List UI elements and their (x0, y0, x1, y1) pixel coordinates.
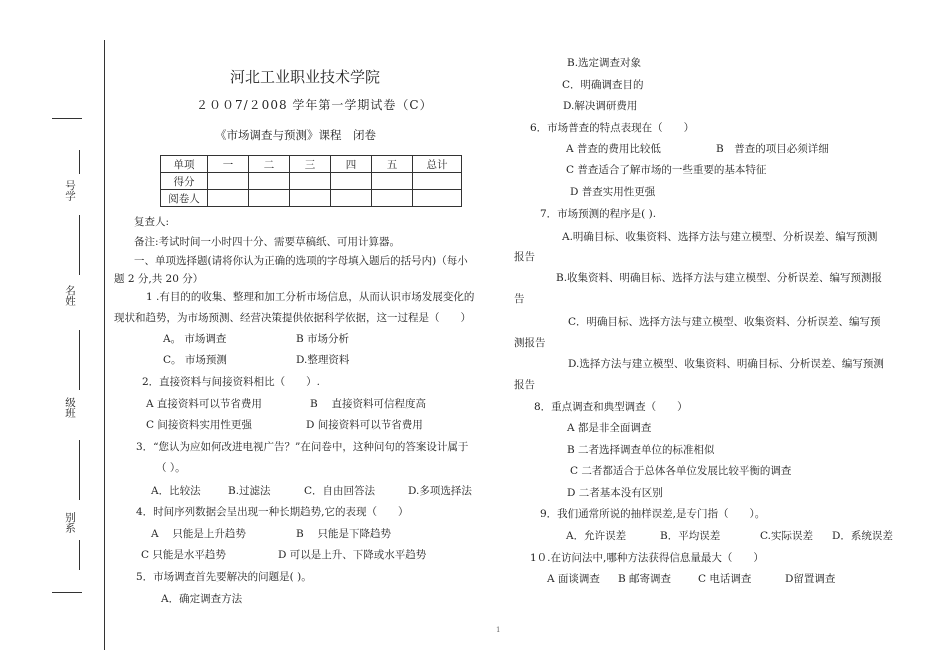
q9-stem: 9．我们通常所说的抽样误差,是专门指（ ）。 (540, 508, 766, 520)
q6-option-b: B 普查的项目必须详细 (716, 143, 829, 155)
score-col-header: 二 (249, 156, 290, 173)
q4-option-c: C 只能是水平趋势 (141, 549, 226, 561)
q2-stem: 2．直接资料与间接资料相比（ ）. (142, 376, 321, 388)
score-table-row (161, 173, 462, 190)
q2-option-b: B 直接资料可信程度高 (310, 398, 427, 410)
binding-line (104, 40, 105, 650)
q10-option-d: D留置调查 (785, 573, 836, 585)
q8-option-b: B 二者选择调查单位的标准相似 (567, 444, 715, 456)
score-cell[interactable] (208, 173, 249, 190)
q7-option-a: A.明确目标、收集资料、选择方法与建立模型、分析误差、编写预测 (562, 231, 878, 243)
score-col-header: 一 (208, 156, 249, 173)
score-cell[interactable] (331, 190, 372, 207)
q8-option-c: C 二者都适合于总体各单位发展比较平衡的调查 (570, 465, 792, 477)
q4-option-b: B 只能是下降趋势 (296, 528, 392, 540)
score-cell[interactable] (372, 190, 413, 207)
q7-option-b: B.收集资料、明确目标、选择方法与建立模型、分析误差、编写预测报 (556, 272, 883, 284)
score-cell[interactable] (290, 190, 331, 207)
q5-option-d: D.解决调研费用 (563, 100, 638, 112)
sidebar-top-rule (52, 118, 82, 119)
reviewer-label: 复查人: (134, 216, 170, 228)
q7-stem: 7．市场预测的程序是( ). (540, 208, 657, 220)
q9-option-a: A．允许误差 (566, 530, 627, 542)
sidebar-label-name: 名姓 (64, 285, 76, 306)
sidebar-bottom-rule (52, 592, 82, 593)
score-cell[interactable] (413, 173, 462, 190)
score-col-header: 三 (290, 156, 331, 173)
score-cell[interactable] (249, 190, 290, 207)
q5-stem: 5．市场调查首先要解决的问题是( )。 (136, 571, 312, 583)
sidebar-label-class: 级班 (64, 397, 76, 418)
q7-option-b-cont: 告 (514, 293, 525, 305)
q1-stem: 1 .有目的的收集、整理和加工分析市场信息，从而认识市场发展变化的 (146, 291, 475, 303)
q8-option-a: A 都是非全面调查 (567, 422, 652, 434)
q1-option-c: C。 市场预测 (163, 354, 227, 366)
score-col-header: 四 (331, 156, 372, 173)
sidebar-seg-2 (79, 215, 80, 275)
course-title: 《市场调查与预测》课程 闭卷 (215, 128, 376, 142)
q4-option-d: D 可以是上升、下降或水平趋势 (278, 549, 427, 561)
q3-option-c: C．自由回答法 (304, 485, 376, 497)
q4-option-a: A 只能是上升趋势 (151, 528, 246, 540)
q2-option-d: D 间接资料可以节省费用 (306, 419, 423, 431)
q7-option-a-cont: 报告 (514, 251, 535, 263)
score-table-header-row (161, 156, 462, 173)
q8-option-d: D 二者基本没有区别 (567, 487, 663, 499)
score-cell[interactable] (413, 190, 462, 207)
q7-option-c: C．明确目标、选择方法与建立模型、收集资料、分析误差、编写预 (568, 316, 881, 328)
q3-stem-cont: （ ）。 (156, 462, 186, 474)
q1-option-a: A。 市场调查 (163, 333, 227, 345)
sidebar-seg-5 (79, 540, 80, 570)
q6-option-a: A 普查的费用比较低 (566, 143, 661, 155)
q3-option-a: A．比较法 (151, 485, 201, 497)
q9-option-d: D．系统误差 (832, 530, 893, 542)
q10-option-a: A 面谈调查 (547, 573, 600, 585)
score-row-label: 阅卷人 (161, 190, 208, 207)
q3-stem: 3．“您认为应如何改进电视广告？”在问卷中，这种问句的答案设计属于 (136, 441, 469, 453)
q10-option-b: B 邮寄调查 (618, 573, 672, 585)
q10-option-c: C 电话调查 (698, 573, 752, 585)
score-cell[interactable] (372, 173, 413, 190)
q10-stem: 1０.在访问法中,哪种方法获得信息量最大（ ） (530, 552, 764, 564)
q7-option-d-cont: 报告 (514, 379, 535, 391)
sidebar-seg-4 (79, 440, 80, 500)
sidebar-seg-3 (79, 330, 80, 390)
q6-option-d: D 普查实用性更强 (570, 186, 656, 198)
q7-option-c-cont: 测报告 (514, 337, 546, 349)
q3-option-b: B.过滤法 (228, 485, 271, 497)
q3-option-d: D.多项选择法 (408, 485, 472, 497)
q6-stem: 6．市场普查的特点表现在（ ） (530, 122, 695, 134)
q6-option-c: C 普查适合了解市场的一些重要的基本特征 (566, 164, 767, 176)
score-col-header: 单项 (161, 156, 208, 173)
sidebar-label-student-id: 号学 (64, 180, 76, 201)
q1-option-b: B 市场分析 (296, 333, 350, 345)
score-cell[interactable] (290, 173, 331, 190)
sidebar-label-department: 别系 (64, 512, 76, 533)
q5-option-a: A．确定调查方法 (161, 593, 243, 605)
exam-note: 备注:考试时间一小时四十分、需要草稿纸、可用计算器。 (134, 236, 401, 248)
q2-option-c: C 间接资料实用性更强 (146, 419, 252, 431)
score-cell[interactable] (208, 190, 249, 207)
q5-option-b: B.选定调查对象 (567, 57, 642, 69)
school-title: 河北工业职业技术学院 (230, 68, 381, 86)
q1-option-d: D.整理资料 (296, 354, 350, 366)
section-1-title-cont: 题 2 分,共 20 分） (114, 273, 204, 285)
score-cell[interactable] (249, 173, 290, 190)
sidebar-seg-1 (79, 150, 80, 174)
q4-stem: 4．时间序列数据会呈出现一种长期趋势,它的表现（ ） (136, 506, 409, 518)
q1-stem-cont: 现状和趋势，为市场预测、经营决策提供依据科学依据，这一过程是（ ） (114, 312, 471, 324)
score-cell[interactable] (331, 173, 372, 190)
q5-option-c: C．明确调查目的 (562, 79, 644, 91)
q9-option-c: C.实际误差 (760, 530, 813, 542)
q7-option-d: D.选择方法与建立模型、收集资料、明确目标、分析误差、编写预测 (568, 358, 884, 370)
q8-stem: 8．重点调查和典型调查（ ） (534, 401, 688, 413)
score-table (160, 155, 462, 207)
page-number: 1 (496, 626, 501, 634)
q9-option-b: B．平均误差 (660, 530, 721, 542)
q2-option-a: A 直接资料可以节省费用 (146, 398, 262, 410)
term-title: ２００7/２008 学年第一学期试卷（C） (196, 98, 433, 112)
score-table-row (161, 190, 462, 207)
score-col-header: 总计 (413, 156, 462, 173)
section-1-title: 一、单项选择题(请将你认为正确的选项的字母填入题后的括号内)（每小 (134, 255, 468, 267)
score-col-header: 五 (372, 156, 413, 173)
score-row-label: 得分 (161, 173, 208, 190)
